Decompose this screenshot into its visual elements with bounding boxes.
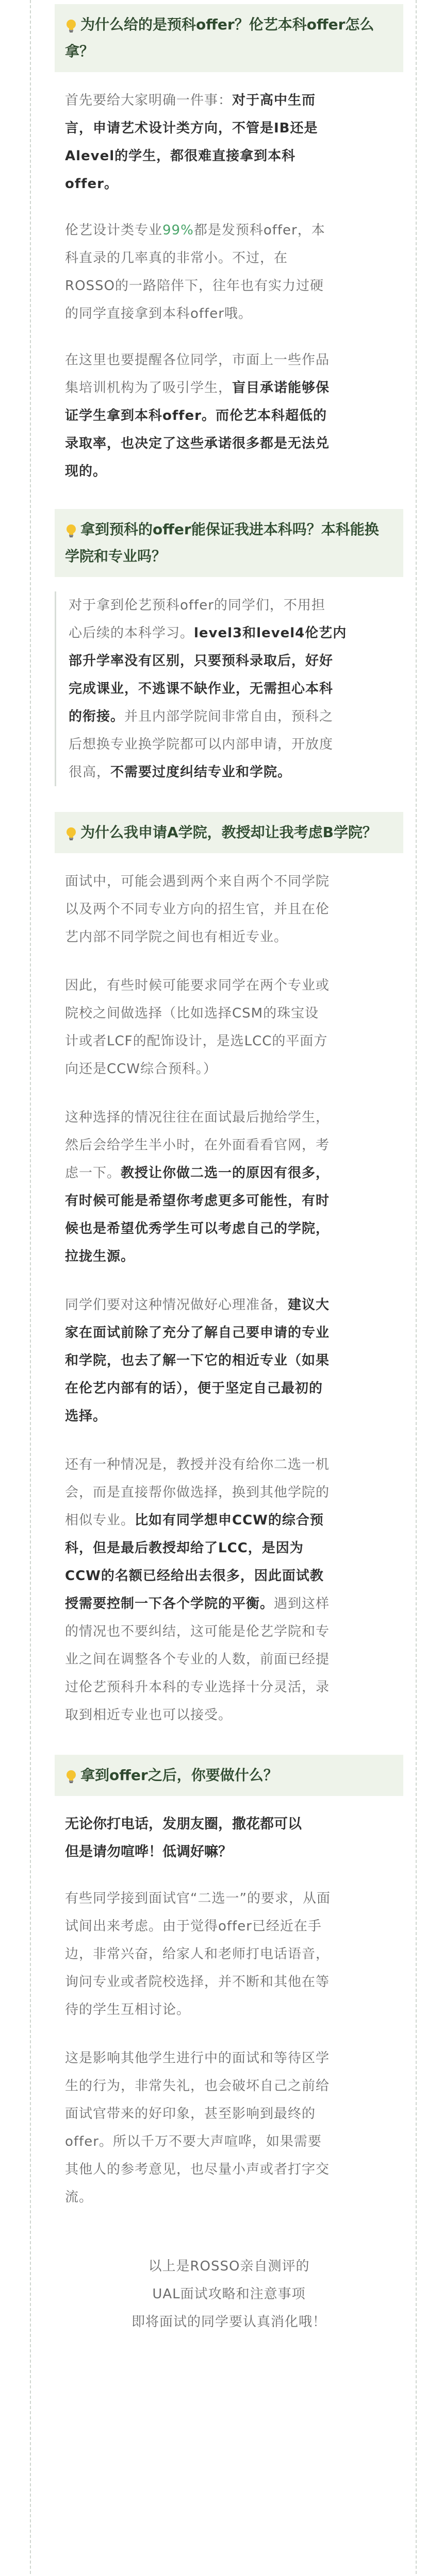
body-text: 这种选择的情况往往在面试最后抛给学生，	[65, 1110, 330, 1125]
spacer	[32, 1430, 416, 1451]
bold-text: 不需要过度纠结专业和学院。	[110, 765, 292, 780]
body-text: 生的行为，非常失礼，也会破坏自己之前给	[65, 2078, 330, 2094]
body-text: 面试中，可能会遇到两个来自两个不同学院	[65, 874, 330, 889]
right-border-rail	[416, 0, 417, 2576]
body-text: 取到相近专业也可以接受。	[65, 1707, 233, 1723]
spacer	[32, 485, 416, 504]
paragraph	[65, 1451, 403, 1729]
body-text: offer。所以千万不要大声喧哗，如果需要	[65, 2134, 322, 2149]
bold-text: 科，但是最后教授却给了LCC，是因为	[65, 1540, 304, 1556]
body-text: 对于拿到伦艺预科offer的同学们，不用担	[69, 598, 325, 613]
bold-text: CCW的名额已经给出去很多，因此面试教	[65, 1568, 324, 1584]
spacer	[32, 951, 416, 972]
section-heading	[55, 1755, 403, 1796]
paragraph	[65, 87, 403, 198]
section-title: 为什么给的是预科offer？伦艺本科offer怎么拿？	[65, 16, 374, 60]
body-text: 的同学直接拿到本科offer哦。	[65, 306, 252, 321]
bold-text: 录取率，也决定了这些承诺很多都是无法兑	[65, 436, 330, 451]
body-text: 在这里也要提醒各位同学，市面上一些作品	[65, 352, 330, 368]
body-text: 心后续的本科学习。	[69, 625, 194, 641]
lead-statement	[65, 1810, 403, 1866]
section-title: 为什么我申请A学院，教授却让我考虑B学院？	[80, 824, 377, 841]
spacer	[32, 2237, 416, 2252]
spacer	[32, 807, 416, 812]
body-text: 后想换专业换学院都可以内部申请，开放度	[69, 737, 334, 752]
bold-text: level3和level4伦艺内	[194, 625, 347, 641]
body-text: 遇到这样	[274, 1596, 330, 1612]
spacer	[32, 1729, 416, 1750]
lightbulb-icon	[65, 1767, 77, 1782]
bold-text: 盲目承诺能够保	[232, 380, 330, 396]
section-heading	[55, 812, 403, 853]
body-text: 的情况也不要纠结，这可能是伦艺学院和专	[65, 1624, 330, 1639]
body-text: 伦艺设计类专业	[65, 223, 163, 238]
bold-text: 现的。	[65, 464, 107, 479]
bold-text: 拉拢生源。	[65, 1249, 135, 1264]
body-text: 试间出来考虑。由于觉得offer已经近在手	[65, 1919, 322, 1934]
closing-note	[55, 2252, 403, 2336]
body-text: 向还是CCW综合预科。）	[65, 1061, 218, 1077]
bold-text: 比如有同学想申CCW的综合预	[135, 1513, 324, 1528]
bold-text: 教授让你做二选一的原因有很多，	[121, 1165, 330, 1181]
article-body	[32, 0, 416, 2336]
spacer	[32, 786, 416, 807]
bold-text: offer。	[65, 176, 118, 192]
body-text: 都是发预科offer，本	[193, 223, 325, 238]
spacer	[32, 1270, 416, 1291]
left-border-rail	[30, 0, 31, 2576]
body-text: 首先要给大家明确一件事：	[65, 93, 233, 108]
body-text: 集培训机构为了吸引学生，	[65, 380, 233, 396]
spacer	[32, 198, 416, 216]
spacer	[32, 2211, 416, 2232]
section-title: 拿到预科的offer能保证我进本科吗？本科能换学院和专业吗？	[65, 521, 379, 565]
body-text: 其他人的参考意见，也尽量小声或者打字交	[65, 2162, 330, 2177]
bold-text: 家在面试前除了充分了解自己要申请的专业	[65, 1325, 330, 1341]
bold-text: 授需要控制一下各个学院的平衡。	[65, 1596, 274, 1612]
spacer	[32, 577, 416, 591]
paragraph	[65, 216, 403, 328]
bold-text: 的衔接。	[69, 709, 125, 724]
body-text: 很高，	[69, 765, 111, 780]
spacer	[32, 0, 416, 4]
bold-text: 完成课业，不逃课不缺作业，无需担心本科	[69, 681, 334, 697]
spacer	[32, 1750, 416, 1755]
paragraph	[65, 1291, 403, 1430]
paragraph	[65, 346, 403, 485]
spacer	[32, 72, 416, 87]
body-text: 业之间在调整各个专业的人数，前面已经提	[65, 1652, 330, 1667]
paragraph	[65, 2044, 403, 2211]
spacer	[32, 1083, 416, 1104]
paragraph	[65, 1104, 403, 1270]
section-title: 拿到offer之后，你要做什么？	[80, 1767, 278, 1784]
bold-text: 在伦艺内部有的话），	[65, 1381, 198, 1396]
body-text: 有些同学接到面试官“二选一”的要求，从面	[65, 1891, 331, 1906]
body-text: 计或者LCF的配饰设计，是选LCC的平面方	[65, 1033, 328, 1049]
spacer	[32, 853, 416, 868]
body-text: 相似专业。	[65, 1513, 135, 1528]
paragraph	[65, 868, 403, 951]
spacer	[32, 1796, 416, 1810]
closing-line: 以上是ROSSO亲自测评的	[148, 2259, 310, 2274]
body-text: 这是影响其他学生进行中的面试和等待区学	[65, 2050, 330, 2066]
body-text: 院校之间做选择（比如选择CSM的珠宝设	[65, 1006, 319, 1021]
bold-text: 便于坚定自己最初的	[198, 1381, 323, 1396]
bold-text: 证学生拿到本科offer。而伦艺本科超低的	[65, 408, 327, 423]
spacer	[32, 2024, 416, 2044]
body-text: 同学们要对这种情况做好心理准备，	[65, 1297, 288, 1313]
bold-text: Alevel的学生，都很难直接拿到本科	[65, 148, 296, 164]
body-text: 艺内部不同学院之间也有相近专业。	[65, 929, 288, 945]
highlight-text: 99%	[162, 223, 194, 238]
body-text: 流。	[65, 2190, 93, 2205]
bold-text: 候也是希望优秀学生可以考虑自己的学院，	[65, 1221, 330, 1236]
spacer	[32, 1866, 416, 1885]
lightbulb-icon	[65, 16, 77, 31]
body-text: 边，非常兴奋，给家人和老师打电话语音，	[65, 1946, 330, 1962]
bold-text: 言，申请艺术设计类方向，不管是IB还是	[65, 121, 318, 136]
lightbulb-icon	[65, 521, 77, 536]
bold-text: 部升学率没有区别，只要预科录取后，好好	[69, 653, 334, 669]
body-text: ROSSO的一路陪伴下，往年也有实力过硬	[65, 278, 324, 294]
body-text: 询问专业或者院校选择，并不断和其他在等	[65, 1974, 330, 1990]
section-heading	[55, 4, 403, 72]
body-text: 然后会给学生半小时，在外面看看官网，考	[65, 1138, 330, 1153]
lead-line: 但是请勿喧哗！低调好嘛？	[65, 1844, 232, 1860]
paragraph	[55, 591, 403, 786]
body-text: 待的学生互相讨论。	[65, 2002, 191, 2018]
paragraph	[65, 972, 403, 1083]
section-heading	[55, 509, 403, 577]
body-text: 科直录的几率真的非常小。不过，在	[65, 250, 288, 266]
lead-line: 无论你打电话，发朋友圈，撒花都可以	[65, 1816, 302, 1832]
bold-text: 选择。	[65, 1409, 107, 1424]
paragraph	[65, 1885, 403, 2024]
bold-text: 对于高中生而	[232, 93, 316, 108]
closing-line: UAL面试攻略和注意事项	[152, 2286, 306, 2302]
body-text: 并且内部学院间非常自由，预科之	[124, 709, 334, 724]
bold-text: 有时候可能是希望你考虑更多可能性，有时	[65, 1193, 330, 1209]
body-text: 虑一下。	[65, 1165, 121, 1181]
spacer	[32, 2232, 416, 2237]
closing-line: 即将面试的同学要认真消化哦！	[131, 2314, 326, 2330]
body-text: 还有一种情况是，教授并没有给你二选一机	[65, 1457, 330, 1472]
spacer	[32, 504, 416, 509]
body-text: 面试官带来的好印象，甚至影响到最终的	[65, 2106, 316, 2122]
body-text: 因此，有些时候可能要求同学在两个专业或	[65, 978, 330, 993]
bold-text: 建议大	[288, 1297, 330, 1313]
spacer	[32, 328, 416, 346]
bold-text: 和学院，也去了解一下它的相近专业（如果	[65, 1353, 330, 1368]
lightbulb-icon	[65, 824, 77, 839]
body-text: 会，而是直接帮你做选择，换到其他学院的	[65, 1485, 330, 1500]
body-text: 以及两个不同专业方向的招生官，并且在伦	[65, 902, 330, 917]
body-text: 过伦艺预科升本科的专业选择十分灵活，录	[65, 1680, 330, 1695]
